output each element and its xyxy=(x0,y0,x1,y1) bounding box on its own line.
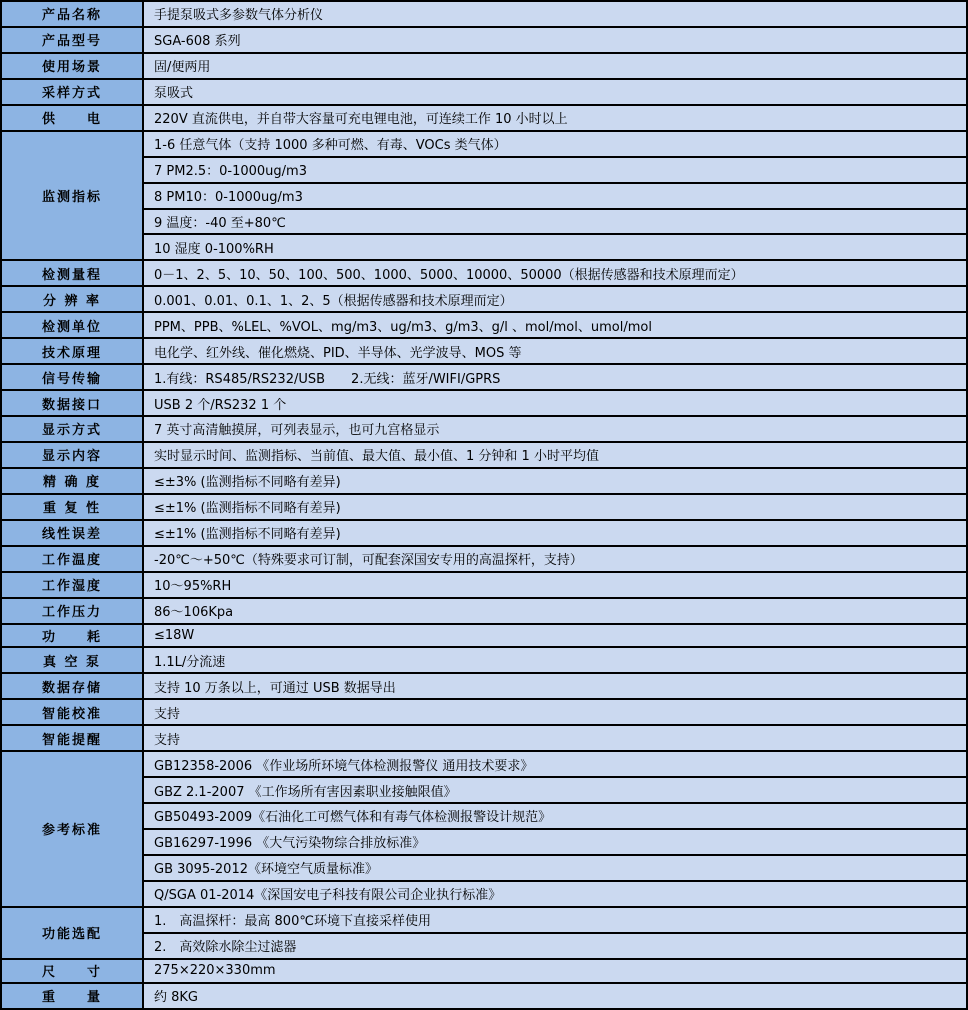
table-row xyxy=(1,416,967,442)
spec-label-signal-transmission: 信号传输 xyxy=(1,364,143,390)
spec-label-monitoring-indicators: 监测指标 xyxy=(1,131,143,261)
table-row xyxy=(1,725,967,751)
spec-value: 手提泵吸式多参数气体分析仪 xyxy=(143,1,967,27)
spec-label-display-mode: 显示方式 xyxy=(1,416,143,442)
table-row xyxy=(1,699,967,725)
table-row xyxy=(1,959,967,983)
spec-value: 86～106Kpa xyxy=(143,598,967,624)
table-row xyxy=(1,1,967,27)
spec-value: 1. 高温探杆：最高 800℃环境下直接采样使用 xyxy=(143,907,967,933)
spec-value: 1.1L/分流速 xyxy=(143,647,967,673)
table-row xyxy=(1,468,967,494)
table-row xyxy=(1,79,967,105)
spec-label-weight: 重 量 xyxy=(1,983,143,1010)
spec-value: 9 温度：-40 至+80℃ xyxy=(143,209,967,235)
table-row xyxy=(1,209,967,235)
table-row xyxy=(1,907,967,933)
spec-label-power-consumption: 功 耗 xyxy=(1,624,143,648)
spec-label-product-name: 产品名称 xyxy=(1,1,143,27)
table-row xyxy=(1,983,967,1010)
spec-value: 10 湿度 0-100%RH xyxy=(143,234,967,260)
spec-value: 8 PM10：0-1000ug/m3 xyxy=(143,183,967,209)
table-row xyxy=(1,546,967,572)
spec-value: ≤±3% (监测指标不同略有差异) xyxy=(143,468,967,494)
table-row xyxy=(1,157,967,183)
spec-label-detection-range: 检测量程 xyxy=(1,260,143,286)
spec-value: ≤18W xyxy=(143,624,967,648)
table-row xyxy=(1,131,967,157)
spec-value: GBZ 2.1-2007 《工作场所有害因素职业接触限值》 xyxy=(143,777,967,803)
table-row xyxy=(1,673,967,699)
table-row xyxy=(1,624,967,648)
table-row xyxy=(1,598,967,624)
spec-value: GB12358-2006 《作业场所环境气体检测报警仪 通用技术要求》 xyxy=(143,751,967,777)
spec-value: 约 8KG xyxy=(143,983,967,1010)
spec-value: 1.有线：RS485/RS232/USB 2.无线：蓝牙/WIFI/GPRS xyxy=(143,364,967,390)
spec-value: 10～95%RH xyxy=(143,572,967,598)
table-row xyxy=(1,390,967,416)
spec-value: 固/便两用 xyxy=(143,53,967,79)
spec-label-model: 产品型号 xyxy=(1,27,143,53)
spec-label-resolution: 分 辨 率 xyxy=(1,286,143,312)
spec-label-data-storage: 数据存储 xyxy=(1,673,143,699)
table-row xyxy=(1,881,967,907)
table-row xyxy=(1,647,967,673)
spec-label-display-content: 显示内容 xyxy=(1,442,143,468)
table-row xyxy=(1,260,967,286)
spec-value: 支持 10 万条以上，可通过 USB 数据导出 xyxy=(143,673,967,699)
spec-value: GB 3095-2012《环境空气质量标准》 xyxy=(143,855,967,881)
spec-value: 0.001、0.01、0.1、1、2、5（根据传感器和技术原理而定） xyxy=(143,286,967,312)
spec-value: ≤±1% (监测指标不同略有差异) xyxy=(143,520,967,546)
spec-value: 1-6 任意气体（支持 1000 多种可燃、有毒、VOCs 类气体） xyxy=(143,131,967,157)
spec-value: Q/SGA 01-2014《深国安电子科技有限公司企业执行标准》 xyxy=(143,881,967,907)
table-row xyxy=(1,183,967,209)
spec-label-working-humidity: 工作湿度 xyxy=(1,572,143,598)
table-row xyxy=(1,933,967,959)
spec-value: 0－1、2、5、10、50、100、500、1000、5000、10000、50000（根据传感器和技术原理而定） xyxy=(143,260,967,286)
table-row xyxy=(1,520,967,546)
table-row xyxy=(1,829,967,855)
spec-label-technical-principle: 技术原理 xyxy=(1,338,143,364)
table-row xyxy=(1,777,967,803)
table-row xyxy=(1,234,967,260)
spec-value: SGA-608 系列 xyxy=(143,27,967,53)
spec-label-working-pressure: 工作压力 xyxy=(1,598,143,624)
spec-value: USB 2 个/RS232 1 个 xyxy=(143,390,967,416)
spec-label-optional-features: 功能选配 xyxy=(1,907,143,959)
table-row xyxy=(1,855,967,881)
table-row xyxy=(1,572,967,598)
spec-value: 7 PM2.5：0-1000ug/m3 xyxy=(143,157,967,183)
spec-value: 275×220×330mm xyxy=(143,959,967,983)
table-row xyxy=(1,803,967,829)
spec-label-repeatability: 重 复 性 xyxy=(1,494,143,520)
spec-label-vacuum-pump: 真 空 泵 xyxy=(1,647,143,673)
spec-label-dimensions: 尺 寸 xyxy=(1,959,143,983)
spec-value: 支持 xyxy=(143,725,967,751)
spec-value: PPM、PPB、%LEL、%VOL、mg/m3、ug/m3、g/m3、g/l 、mol/mol、umol/mol xyxy=(143,312,967,338)
table-row xyxy=(1,312,967,338)
spec-label-smart-reminder: 智能提醒 xyxy=(1,725,143,751)
spec-value: GB16297-1996 《大气污染物综合排放标准》 xyxy=(143,829,967,855)
spec-label-data-interface: 数据接口 xyxy=(1,390,143,416)
table-row xyxy=(1,364,967,390)
spec-value: GB50493-2009《石油化工可燃气体和有毒气体检测报警设计规范》 xyxy=(143,803,967,829)
spec-label-power-supply: 供 电 xyxy=(1,105,143,131)
spec-label-reference-standards: 参考标准 xyxy=(1,751,143,907)
spec-value: 泵吸式 xyxy=(143,79,967,105)
spec-table-body xyxy=(1,1,967,1009)
table-row xyxy=(1,286,967,312)
spec-label-sampling-method: 采样方式 xyxy=(1,79,143,105)
spec-value: ≤±1% (监测指标不同略有差异) xyxy=(143,494,967,520)
spec-value: 7 英寸高清触摸屏，可列表显示，也可九宫格显示 xyxy=(143,416,967,442)
spec-value: -20℃～+50℃（特殊要求可订制，可配套深国安专用的高温探杆，支持） xyxy=(143,546,967,572)
spec-value: 220V 直流供电，并自带大容量可充电锂电池，可连续工作 10 小时以上 xyxy=(143,105,967,131)
spec-label-smart-calibration: 智能校准 xyxy=(1,699,143,725)
table-row xyxy=(1,105,967,131)
spec-label-detection-unit: 检测单位 xyxy=(1,312,143,338)
table-row xyxy=(1,53,967,79)
spec-value: 实时显示时间、监测指标、当前值、最大值、最小值、1 分钟和 1 小时平均值 xyxy=(143,442,967,468)
spec-label-linearity-error: 线性误差 xyxy=(1,520,143,546)
spec-label-accuracy: 精 确 度 xyxy=(1,468,143,494)
spec-label-working-temperature: 工作温度 xyxy=(1,546,143,572)
spec-value: 电化学、红外线、催化燃烧、PID、半导体、光学波导、MOS 等 xyxy=(143,338,967,364)
spec-value: 支持 xyxy=(143,699,967,725)
table-row xyxy=(1,494,967,520)
spec-label-usage-scene: 使用场景 xyxy=(1,53,143,79)
table-row xyxy=(1,27,967,53)
table-row xyxy=(1,338,967,364)
table-row xyxy=(1,751,967,777)
spec-value: 2. 高效除水除尘过滤器 xyxy=(143,933,967,959)
table-row xyxy=(1,442,967,468)
